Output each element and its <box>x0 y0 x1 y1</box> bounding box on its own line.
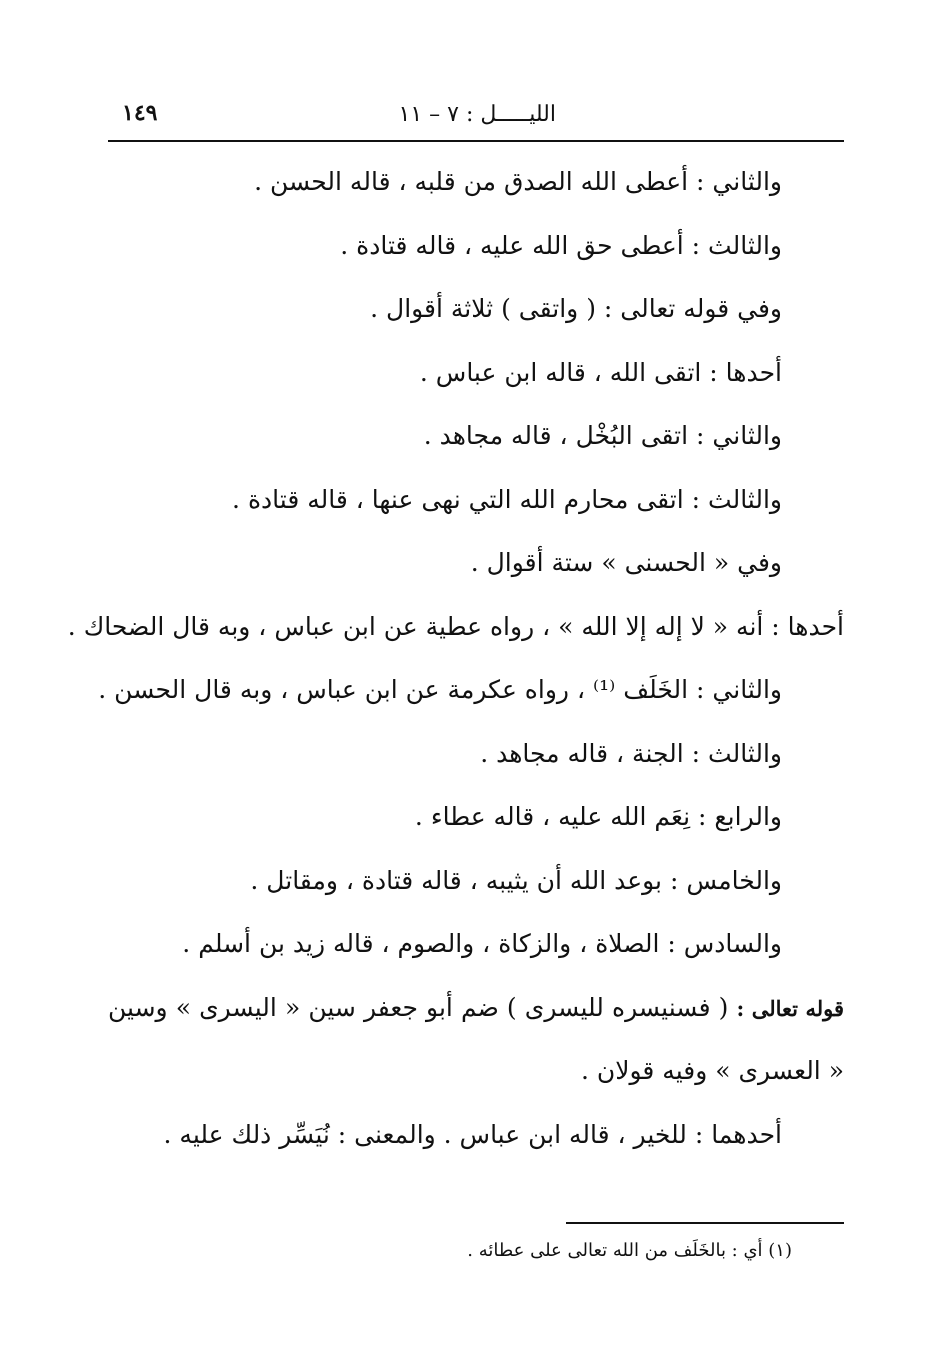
text-line: أحدها : أنه « لا إله إلا الله » ، رواه عطية عن ابن عباس ، وبه قال الضحاك . <box>67 611 844 641</box>
text-line: وفي « الحسنى » ستة أقوال . <box>470 548 782 577</box>
verse-paragraph-line: « العسرى » وفيه قولان . <box>580 1056 844 1085</box>
verse-paragraph-line <box>108 976 844 1040</box>
footnote-rule <box>566 1222 844 1224</box>
text-line: أحدهما : للخير ، قاله ابن عباس . والمعنى : نُيَسِّر ذلك عليه . <box>163 1119 782 1149</box>
text-line: والثاني : أعطى الله الصدق من قلبه ، قاله الحسن . <box>254 167 782 196</box>
text-line: أحدها : اتقى الله ، قاله ابن عباس . <box>419 357 782 387</box>
body-text <box>67 150 844 1166</box>
running-title: الليـــــل : ٧ – ١١ <box>398 102 556 127</box>
verse-text: ( فسنيسره لليسرى ) ضم أبو جعفر سين « اليسرى » وسين <box>108 992 729 1022</box>
text-line: والرابع : نِعَم الله عليه ، قاله عطاء . <box>414 802 782 831</box>
text-line: والثاني : اتقى البُخْل ، قاله مجاهد . <box>423 421 782 450</box>
text-line: والثالث : أعطى حق الله عليه ، قاله قتادة . <box>340 230 782 260</box>
text-line: والخامس : بوعد الله أن يثيبه ، قاله قتادة ، ومقاتل . <box>250 865 782 895</box>
text-line: والثاني : الخَلَف ⁽¹⁾ ، رواه عكرمة عن ابن عباس ، وبه قال الحسن . <box>98 675 782 704</box>
text-line: والسادس : الصلاة ، والزكاة ، والصوم ، قاله زيد بن أسلم . <box>182 929 782 958</box>
running-header <box>108 96 844 136</box>
page-number: ١٤٩ <box>122 100 158 126</box>
text-line: والثالث : اتقى محارم الله التي نهى عنها ، قاله قتادة . <box>232 484 782 514</box>
text-line: والثالث : الجنة ، قاله مجاهد . <box>480 738 782 768</box>
verse-label: قوله تعالى : <box>736 995 844 1021</box>
text-line: وفي قوله تعالى : ( واتقى ) ثلاثة أقوال . <box>370 294 782 323</box>
header-rule <box>108 140 844 142</box>
footnote: (١) أي : بالخَلَف من الله تعالى على عطائه . <box>467 1240 792 1261</box>
